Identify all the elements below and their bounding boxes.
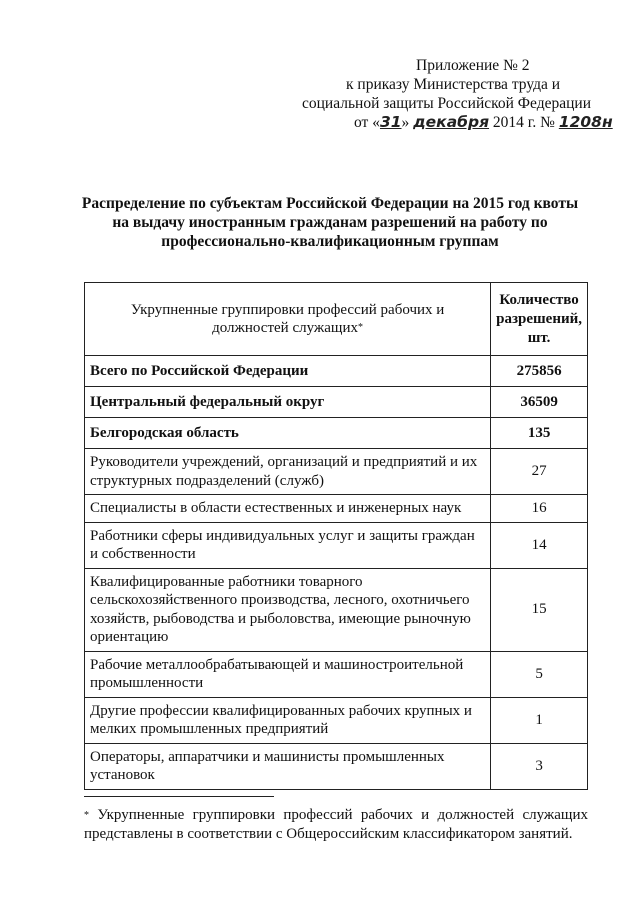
table-row [85,743,588,789]
appendix-order-ref: к приказу Министерства труда и [346,76,561,93]
year-and-number-label: 2014 г. № [489,114,559,131]
table-row [85,522,588,568]
row-name-cell: Другие профессии квалифицированных рабочих крупных и мелких промышленных предприятий [85,697,491,743]
row-name-cell: Руководители учреждений, организаций и предприятий и их структурных подразделений (служб) [85,449,491,495]
header-name-text: Укрупненные группировки профессий рабочих и должностей служащих [130,301,445,336]
row-count-cell: 14 [491,522,588,568]
row-count-cell: 1 [491,697,588,743]
date-prefix: от « [354,114,380,131]
row-name-cell: Центральный федеральный округ [85,387,491,418]
row-name-cell: Квалифицированные работники товарного сельскохозяйственного производства, лесного, охотничьего хозяйств, рыбоводства и рыболовства, имеющие рыночную ориентацию [85,568,491,651]
row-count-cell: 3 [491,743,588,789]
row-name-cell: Всего по Российской Федерации [85,356,491,387]
handwritten-order-number: 1208н [558,113,613,131]
table-row [85,495,588,523]
row-name-cell: Рабочие металлообрабатывающей и машиностроительной промышленности [85,651,491,697]
title-line: профессионально-квалификационным группам [161,233,499,250]
row-count-cell: 15 [491,568,588,651]
header-count-cell: Количество разрешений, шт. [491,283,588,356]
title-line: Распределение по субъектам Российской Федерации на 2015 год квоты [81,195,579,212]
table-row [85,449,588,495]
table-row [85,418,588,449]
quota-table [84,282,588,790]
footnote [84,806,588,844]
table-row [85,568,588,651]
handwritten-month: декабря [413,113,490,131]
document-title [80,194,580,251]
row-name-cell: Белгородская область [85,418,491,449]
title-line: на выдачу иностранным гражданам разрешений на работу по [112,214,548,231]
footnote-star: * [84,810,89,821]
table-row [85,356,588,387]
row-count-cell: 16 [491,495,588,523]
row-name-cell: Работники сферы индивидуальных услуг и защиты граждан и собственности [85,522,491,568]
row-count-cell: 275856 [491,356,588,387]
table-row [85,387,588,418]
handwritten-day: 31 [379,113,402,131]
row-count-cell: 36509 [491,387,588,418]
appendix-number: Приложение № 2 [416,57,530,74]
table-row [85,697,588,743]
table-row [85,651,588,697]
appendix-header [290,56,613,132]
row-count-cell: 27 [491,449,588,495]
footnote-text: Укрупненные группировки профессий рабочих и должностей служащих представлены в соответствии с Общероссийским классификатором занятий. [84,807,588,842]
appendix-ministry: социальной защиты Российской Федерации [302,95,592,112]
table-header-row [85,283,588,356]
row-count-cell: 5 [491,651,588,697]
appendix-date-line [290,113,613,132]
date-mid: » [401,114,414,131]
footnote-marker: * [358,322,364,333]
row-name-cell: Специалисты в области естественных и инженерных наук [85,495,491,523]
row-count-cell: 135 [491,418,588,449]
row-name-cell: Операторы, аппаратчики и машинисты промышленных установок [85,743,491,789]
header-name-cell [85,283,491,356]
footnote-divider [84,796,274,797]
